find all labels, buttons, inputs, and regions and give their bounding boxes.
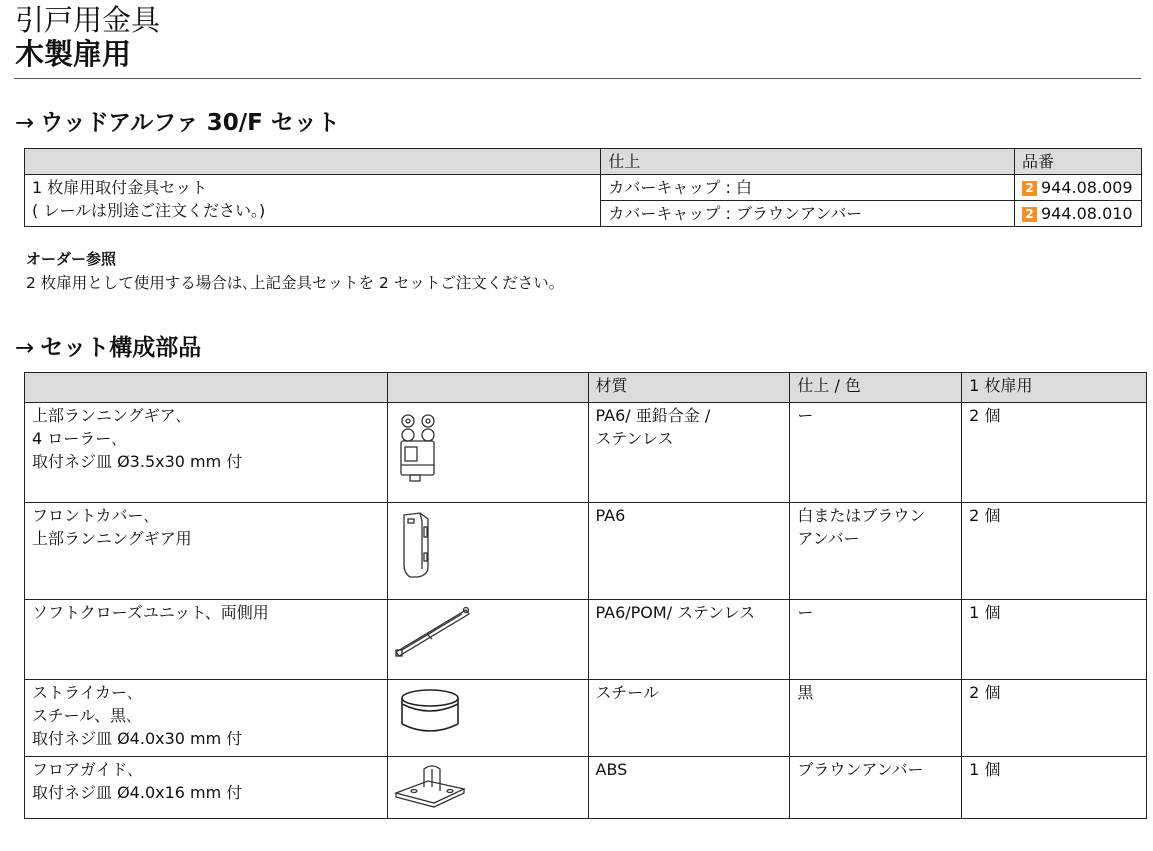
title-divider: [14, 78, 1141, 79]
header-material: 材質: [588, 373, 790, 403]
header-finish: 仕上: [601, 149, 1015, 175]
finish-cell: カバーキャップ : ブラウンアンバー: [601, 201, 1015, 227]
header-quantity: 1 枚扉用: [962, 373, 1147, 403]
component-name: フロアガイド､ 取付ネジ皿 Ø4.0x16 mm 付: [25, 757, 388, 819]
order-note-heading: オーダー参照: [26, 250, 117, 268]
component-image: [387, 680, 588, 757]
components-table: [24, 372, 1147, 819]
table-row: [25, 600, 1147, 680]
striker-icon: [388, 680, 478, 754]
description-line: 1 枚扉用取付金具セット: [32, 178, 208, 197]
component-material: PA6: [588, 503, 790, 600]
component-material: スチール: [588, 680, 790, 757]
component-image: [387, 600, 588, 680]
part-number-cell: [1015, 175, 1142, 201]
component-finish: ー: [790, 600, 962, 680]
component-name: 上部ランニングギア､ 4 ローラー､ 取付ネジ皿 Ø3.5x30 mm 付: [25, 403, 388, 503]
header-part-number: 品番: [1015, 149, 1142, 175]
component-quantity: 1 個: [962, 757, 1147, 819]
description-line: ( レールは別途ご注文ください。): [32, 201, 266, 220]
component-material: PA6/ 亜鉛合金 / ステンレス: [588, 403, 790, 503]
catalog-badge-icon: 2: [1022, 181, 1037, 196]
finish-cell: カバーキャップ : 白: [601, 175, 1015, 201]
table-header-row: [25, 373, 1147, 403]
soft-close-unit-icon: [388, 600, 478, 678]
component-material: PA6/POM/ ステンレス: [588, 600, 790, 680]
part-number-cell: [1015, 201, 1142, 227]
arrow-icon: →: [15, 110, 35, 136]
component-finish: ブラウンアンバー: [790, 757, 962, 819]
floor-guide-icon: [388, 757, 478, 817]
component-image: [387, 503, 588, 600]
table-row: [25, 175, 1142, 201]
header-finish-color: 仕上 / 色: [790, 373, 962, 403]
running-gear-icon: [388, 403, 468, 501]
table-row: [25, 503, 1147, 600]
section-title: セット構成部品: [40, 335, 202, 361]
header-description: [25, 149, 601, 175]
part-number: 944.08.009: [1041, 178, 1133, 197]
page-title: 引戸用金具: [15, 3, 161, 37]
table-row: [25, 680, 1147, 757]
component-quantity: 2 個: [962, 503, 1147, 600]
set-description: [25, 175, 601, 227]
table-row: [25, 403, 1147, 503]
component-name: フロントカバー､ 上部ランニングギア用: [25, 503, 388, 600]
part-number: 944.08.010: [1041, 204, 1133, 223]
table-header-row: [25, 149, 1142, 175]
component-quantity: 2 個: [962, 403, 1147, 503]
component-material: ABS: [588, 757, 790, 819]
section-title: ウッドアルファ 30/F セット: [40, 110, 340, 136]
component-name: ストライカー､ スチール、黒､ 取付ネジ皿 Ø4.0x30 mm 付: [25, 680, 388, 757]
order-note-body: 2 枚扉用として使用する場合は､上記金具セットを 2 セットご注文ください。: [26, 274, 565, 292]
component-image: [387, 757, 588, 819]
header-name: [25, 373, 388, 403]
set-table: [24, 148, 1142, 227]
component-name: ソフトクローズユニット、両側用: [25, 600, 388, 680]
section-heading-set: [15, 109, 340, 137]
arrow-icon: →: [15, 335, 35, 361]
component-finish: 黒: [790, 680, 962, 757]
section-heading-components: [15, 334, 201, 362]
table-row: [25, 757, 1147, 819]
component-quantity: 2 個: [962, 680, 1147, 757]
front-cover-icon: [388, 503, 468, 598]
component-image: [387, 403, 588, 503]
page-subtitle: 木製扉用: [15, 37, 132, 71]
catalog-badge-icon: 2: [1022, 207, 1037, 222]
component-quantity: 1 個: [962, 600, 1147, 680]
header-image: [387, 373, 588, 403]
component-finish: ー: [790, 403, 962, 503]
component-finish: 白またはブラウン アンバー: [790, 503, 962, 600]
